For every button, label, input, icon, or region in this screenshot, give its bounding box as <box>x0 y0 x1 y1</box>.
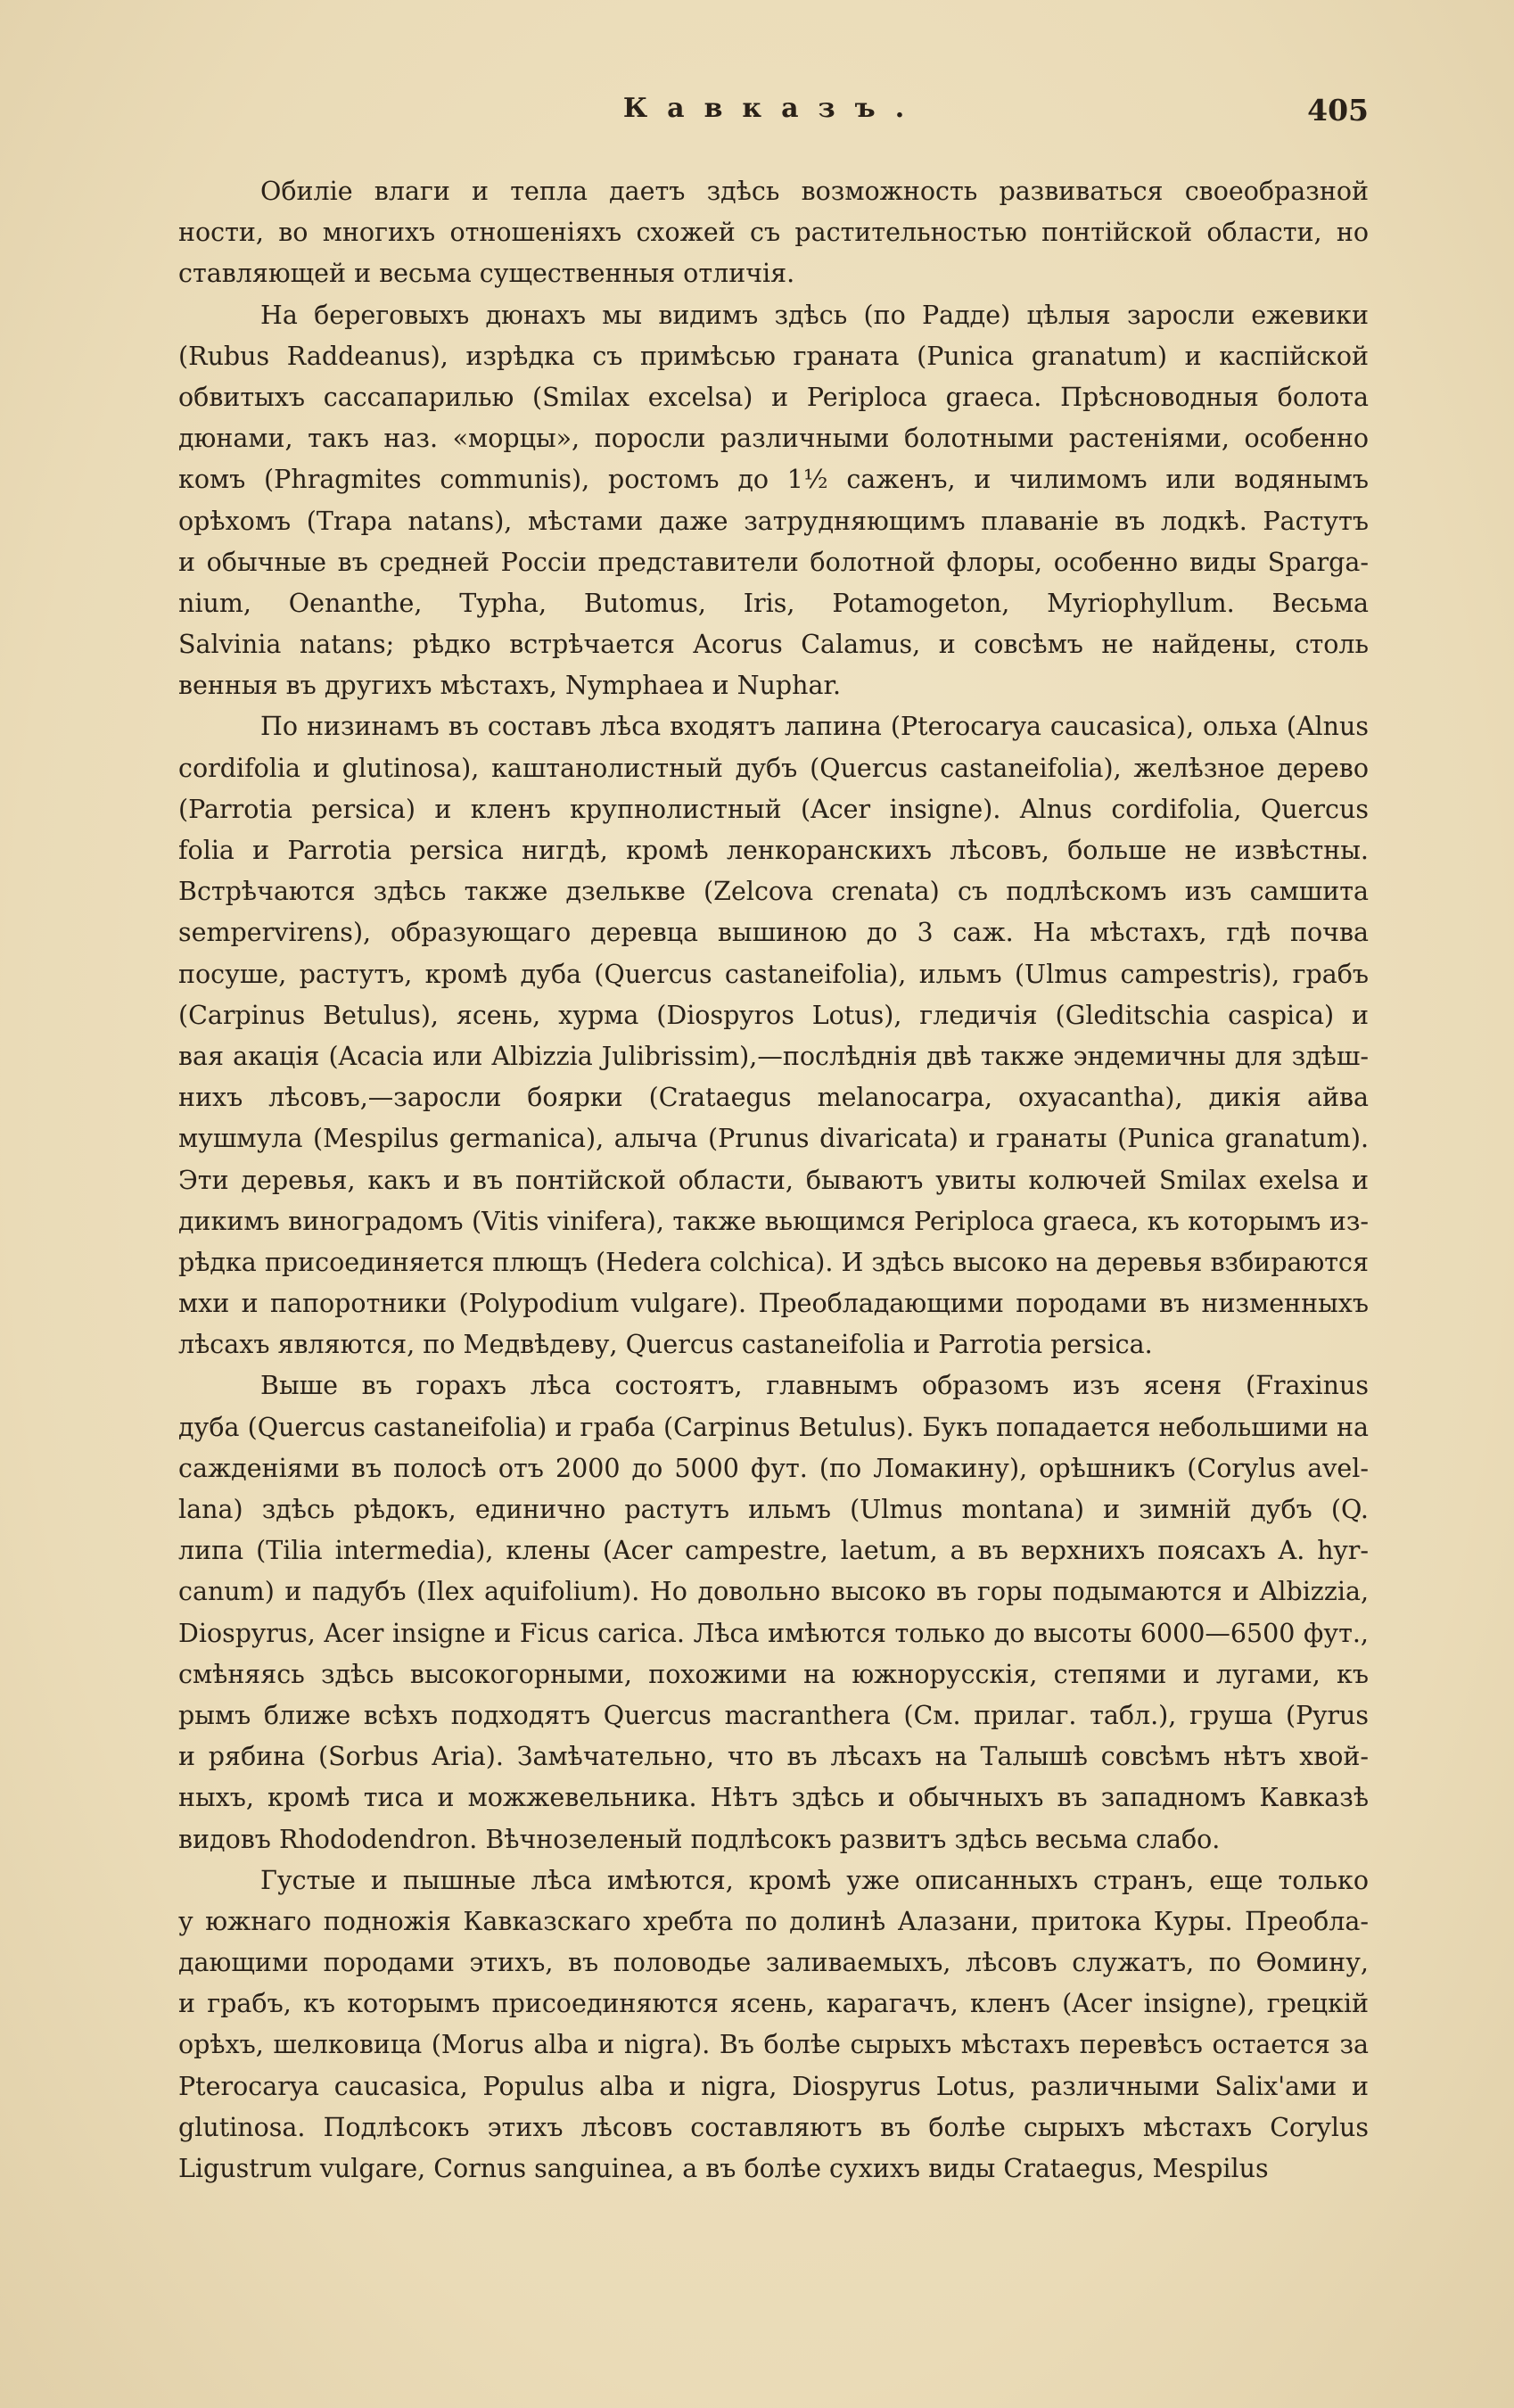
text-line: (Rubus Raddeanus), изрѣдка съ примѣсью граната (Punica granatum) и каспійской <box>178 341 1369 371</box>
text-line: обвитыхъ сассапарилью (Smilax excelsa) и Periploca graeca. Прѣсноводныя болота <box>178 382 1369 412</box>
text-line: ныхъ, кромѣ тиса и можжевельника. Нѣтъ здѣсь и обычныхъ въ западномъ Кавказѣ <box>178 1783 1369 1813</box>
text-line: Густые и пышные лѣса имѣются, кромѣ уже описанныхъ странъ, еще только <box>260 1865 1369 1895</box>
text-line: смѣняясь здѣсь высокогорными, похожими на южнорусскія, степями и лугами, къ <box>178 1659 1369 1689</box>
text-line: canum) и падубъ (Ilex aquifolium). Но довольно высоко въ горы подымаются и Albizzia, <box>178 1577 1369 1607</box>
text-line: Salvinia natans; рѣдко встрѣчается Acorus Calamus, и совсѣмъ не найдены, столь <box>178 630 1369 660</box>
page-number: 405 <box>1307 93 1369 128</box>
paragraph <box>178 171 1369 295</box>
text-line: рѣдка присоединяется плющъ (Hedera colchica). И здѣсь высоко на деревья взбираются <box>178 1247 1369 1277</box>
paragraph <box>178 1860 1369 2190</box>
text-line: и рябина (Sorbus Aria). Замѣчательно, что въ лѣсахъ на Талышѣ совсѣмъ нѣтъ хвой- <box>178 1742 1369 1772</box>
text-line: cordifolia и glutinosa), каштанолистный дубъ (Quercus castaneifolia), желѣзное дерево <box>178 753 1369 783</box>
text-line: орѣхомъ (Trapa natans), мѣстами даже затрудняющимъ плаваніе въ лодкѣ. Растутъ <box>178 506 1369 536</box>
page-header <box>178 93 1369 146</box>
paragraph <box>178 1365 1369 1860</box>
text-line: липа (Tilia intermedia), клены (Acer campestre, laetum, а въ верхнихъ поясахъ A. hyr- <box>178 1536 1369 1566</box>
text-line: посуше, растутъ, кромѣ дуба (Quercus castaneifolia), ильмъ (Ulmus campestris), грабъ <box>178 959 1369 989</box>
text-line: glutinosa. Подлѣсокъ этихъ лѣсовъ составляютъ въ болѣе сырыхъ мѣстахъ Corylus <box>178 2112 1369 2142</box>
text-line: дающими породами этихъ, въ половодье заливаемыхъ, лѣсовъ служатъ, по Ѳомину, <box>178 1948 1369 1978</box>
text-line: дуба (Quercus castaneifolia) и граба (Carpinus Betulus). Букъ попадается небольшими на <box>178 1412 1369 1442</box>
text-line: лѣсахъ являются, по Медвѣдеву, Quercus castaneifolia и Parrotia persica. <box>178 1330 1153 1360</box>
text-line: folia и Parrotia persica нигдѣ, кромѣ ленкоранскихъ лѣсовъ, больше не извѣстны. <box>178 836 1369 865</box>
text-line: Pterocarya caucasica, Populus alba и nigra, Diospyrus Lotus, различными Salix'ами и <box>178 2071 1369 2101</box>
text-line: видовъ Rhododendron. Вѣчнозеленый подлѣсокъ развитъ здѣсь весьма слабо. <box>178 1824 1221 1854</box>
text-line: По низинамъ въ составъ лѣса входятъ лапина (Pterocarya caucasica), ольха (Alnus <box>260 712 1369 742</box>
paragraph <box>178 295 1369 707</box>
text-line: у южнаго подножія Кавказскаго хребта по долинѣ Алазани, притока Куры. Преобла- <box>178 1906 1369 1936</box>
text-line: сажденіями въ полосѣ отъ 2000 до 5000 фут. (по Ломакину), орѣшникъ (Corylus avel- <box>178 1453 1369 1483</box>
text-line: nium, Oenanthe, Typha, Butomus, Iris, Potamogeton, Myriophyllum. Весьма <box>178 588 1369 618</box>
text-line: и грабъ, къ которымъ присоединяются ясень, карагачъ, кленъ (Acer insigne), грецкій <box>178 1989 1369 2019</box>
text-line: Эти деревья, какъ и въ понтійской области, бываютъ увиты колючей Smilax exelsa и <box>178 1165 1369 1195</box>
text-line: ности, во многихъ отношеніяхъ схожей съ растительностью понтійской области, но <box>178 218 1369 248</box>
text-line: и обычные въ средней Россіи представители болотной флоры, особенно виды Sparga- <box>178 547 1369 577</box>
text-line: рымъ ближе всѣхъ подходятъ Quercus macranthera (См. прилаг. табл.), груша (Pyrus <box>178 1700 1369 1730</box>
text-line: нихъ лѣсовъ,—заросли боярки (Crataegus melanocarpa, oxyacantha), дикія айва <box>178 1083 1369 1113</box>
text-line: мушмула (Mespilus germanica), алыча (Prunus divaricata) и гранаты (Punica granatum). <box>178 1124 1369 1154</box>
text-line: орѣхъ, шелковица (Morus alba и nigra). Въ болѣе сырыхъ мѣстахъ перевѣсъ остается за <box>178 2030 1369 2060</box>
text-line: На береговыхъ дюнахъ мы видимъ здѣсь (по Радде) цѣлыя заросли ежевики <box>260 300 1369 330</box>
text-line: sempervirens), образующаго деревца вышиною до 3 саж. На мѣстахъ, гдѣ почва <box>178 918 1369 948</box>
text-line: вая акація (Acacia или Albizzia Julibrissim),—послѣднія двѣ также эндемичны для здѣш- <box>178 1041 1369 1071</box>
text-line: Ligustrum vulgare, Cornus sanguinea, а въ болѣе сухихъ виды Crataegus, Mespilus <box>178 2154 1269 2183</box>
running-title: Кавказъ. <box>622 93 925 124</box>
text-line: венныя въ другихъ мѣстахъ, Nymphaea и Nuphar. <box>178 671 842 701</box>
text-line: (Parrotia persica) и кленъ крупнолистный (Acer insigne). Alnus cordifolia, Quercus <box>178 794 1369 824</box>
text-body <box>178 171 1369 2189</box>
text-line: Выше въ горахъ лѣса состоятъ, главнымъ образомъ изъ ясеня (Fraxinus <box>260 1371 1369 1401</box>
text-line: дюнами, такъ наз. «морцы», поросли различными болотными растеніями, особенно <box>178 424 1369 454</box>
text-line: ставляющей и весьма существенныя отличія. <box>178 259 795 289</box>
text-line: мхи и папоротники (Polypodium vulgare). Преобладающими породами въ низменныхъ <box>178 1289 1369 1319</box>
text-line: Встрѣчаются здѣсь также дзелькве (Zelcova crenata) съ подлѣскомъ изъ самшита <box>178 877 1369 907</box>
text-line: комъ (Phragmites communis), ростомъ до 1½ саженъ, и чилимомъ или водянымъ <box>178 465 1369 495</box>
paragraph <box>178 706 1369 1365</box>
text-line: дикимъ виноградомъ (Vitis vinifera), также вьющимся Periploca graeca, къ которымъ из- <box>178 1206 1369 1236</box>
text-line: lana) здѣсь рѣдокъ, единично растутъ ильмъ (Ulmus montana) и зимній дубъ (Q. <box>178 1495 1369 1524</box>
text-line: Diospyrus, Acer insigne и Ficus carica. Лѣса имѣются только до высоты 6000—6500 фут., <box>178 1618 1369 1648</box>
text-line: (Carpinus Betulus), ясень, хурма (Diospyros Lotus), гледичія (Gleditschia caspica) и <box>178 1000 1369 1030</box>
text-line: Обиліе влаги и тепла даетъ здѣсь возможность развиваться своеобразной <box>260 177 1369 206</box>
